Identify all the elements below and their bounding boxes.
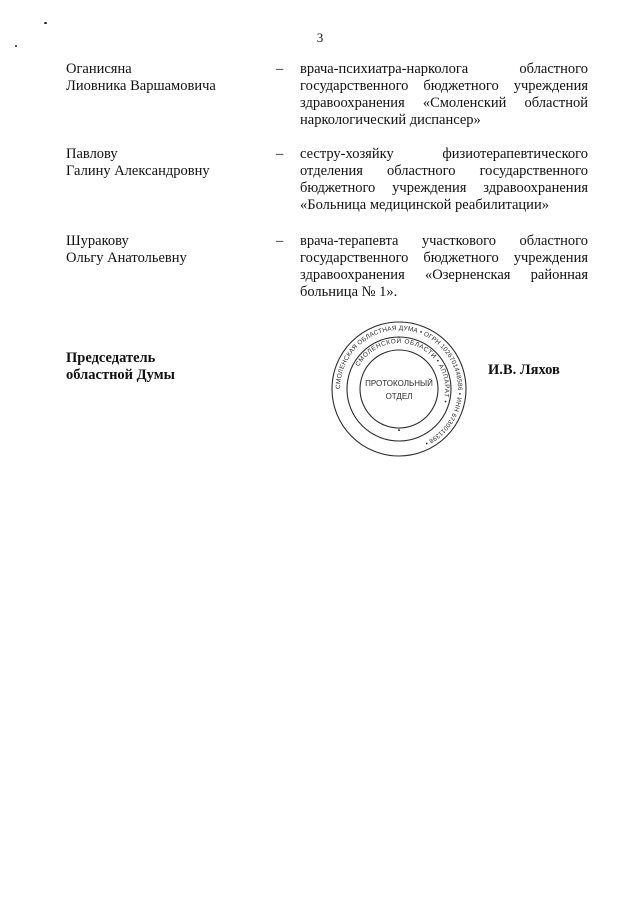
- stamp-center-line-2: ОТДЕЛ: [385, 392, 413, 401]
- person-position: сестру-хозяйку физиотерапевтического отделения областного государственного бюджетного учреждения здравоохранения «Больница медицинской реабилитации»: [300, 146, 588, 213]
- stamp-outer-text: СМОЛЕНСКАЯ ОБЛАСТНАЯ ДУМА • ОГРН 1026701448586 • ИНН 6730011398 •: [334, 324, 464, 447]
- person-position: врача-психиатра-нарколога областного государственного бюджетного учреждения здравоохранения «Смоленский областной наркологический диспансер»: [300, 61, 588, 128]
- page-number: 3: [316, 30, 324, 45]
- stamp-center-line-1: ПРОТОКОЛЬНЫЙ: [365, 379, 433, 388]
- person-name: Шуракову Ольгу Анатольевну: [66, 233, 187, 266]
- entry-dash: –: [276, 146, 284, 162]
- scan-speck: [44, 22, 47, 24]
- scan-speck: [15, 45, 17, 47]
- entry-dash: –: [276, 233, 284, 249]
- person-name: Павлову Галину Александровну: [66, 146, 210, 179]
- stamp-inner-text: СМОЛЕНСКОЙ ОБЛАСТИ • АППАРАТ •: [354, 337, 451, 404]
- person-name: Оганисяна Лиовника Варшамовича: [66, 61, 216, 94]
- person-position: врача-терапевта участкового областного государственного бюджетного учреждения здравоохранения «Озерненская районная больница № 1».: [300, 233, 588, 300]
- official-stamp: [318, 320, 480, 458]
- signature-name: И.В. Ляхов: [488, 362, 560, 378]
- entry-dash: –: [276, 61, 284, 77]
- signature-title: Председатель областной Думы: [66, 350, 175, 383]
